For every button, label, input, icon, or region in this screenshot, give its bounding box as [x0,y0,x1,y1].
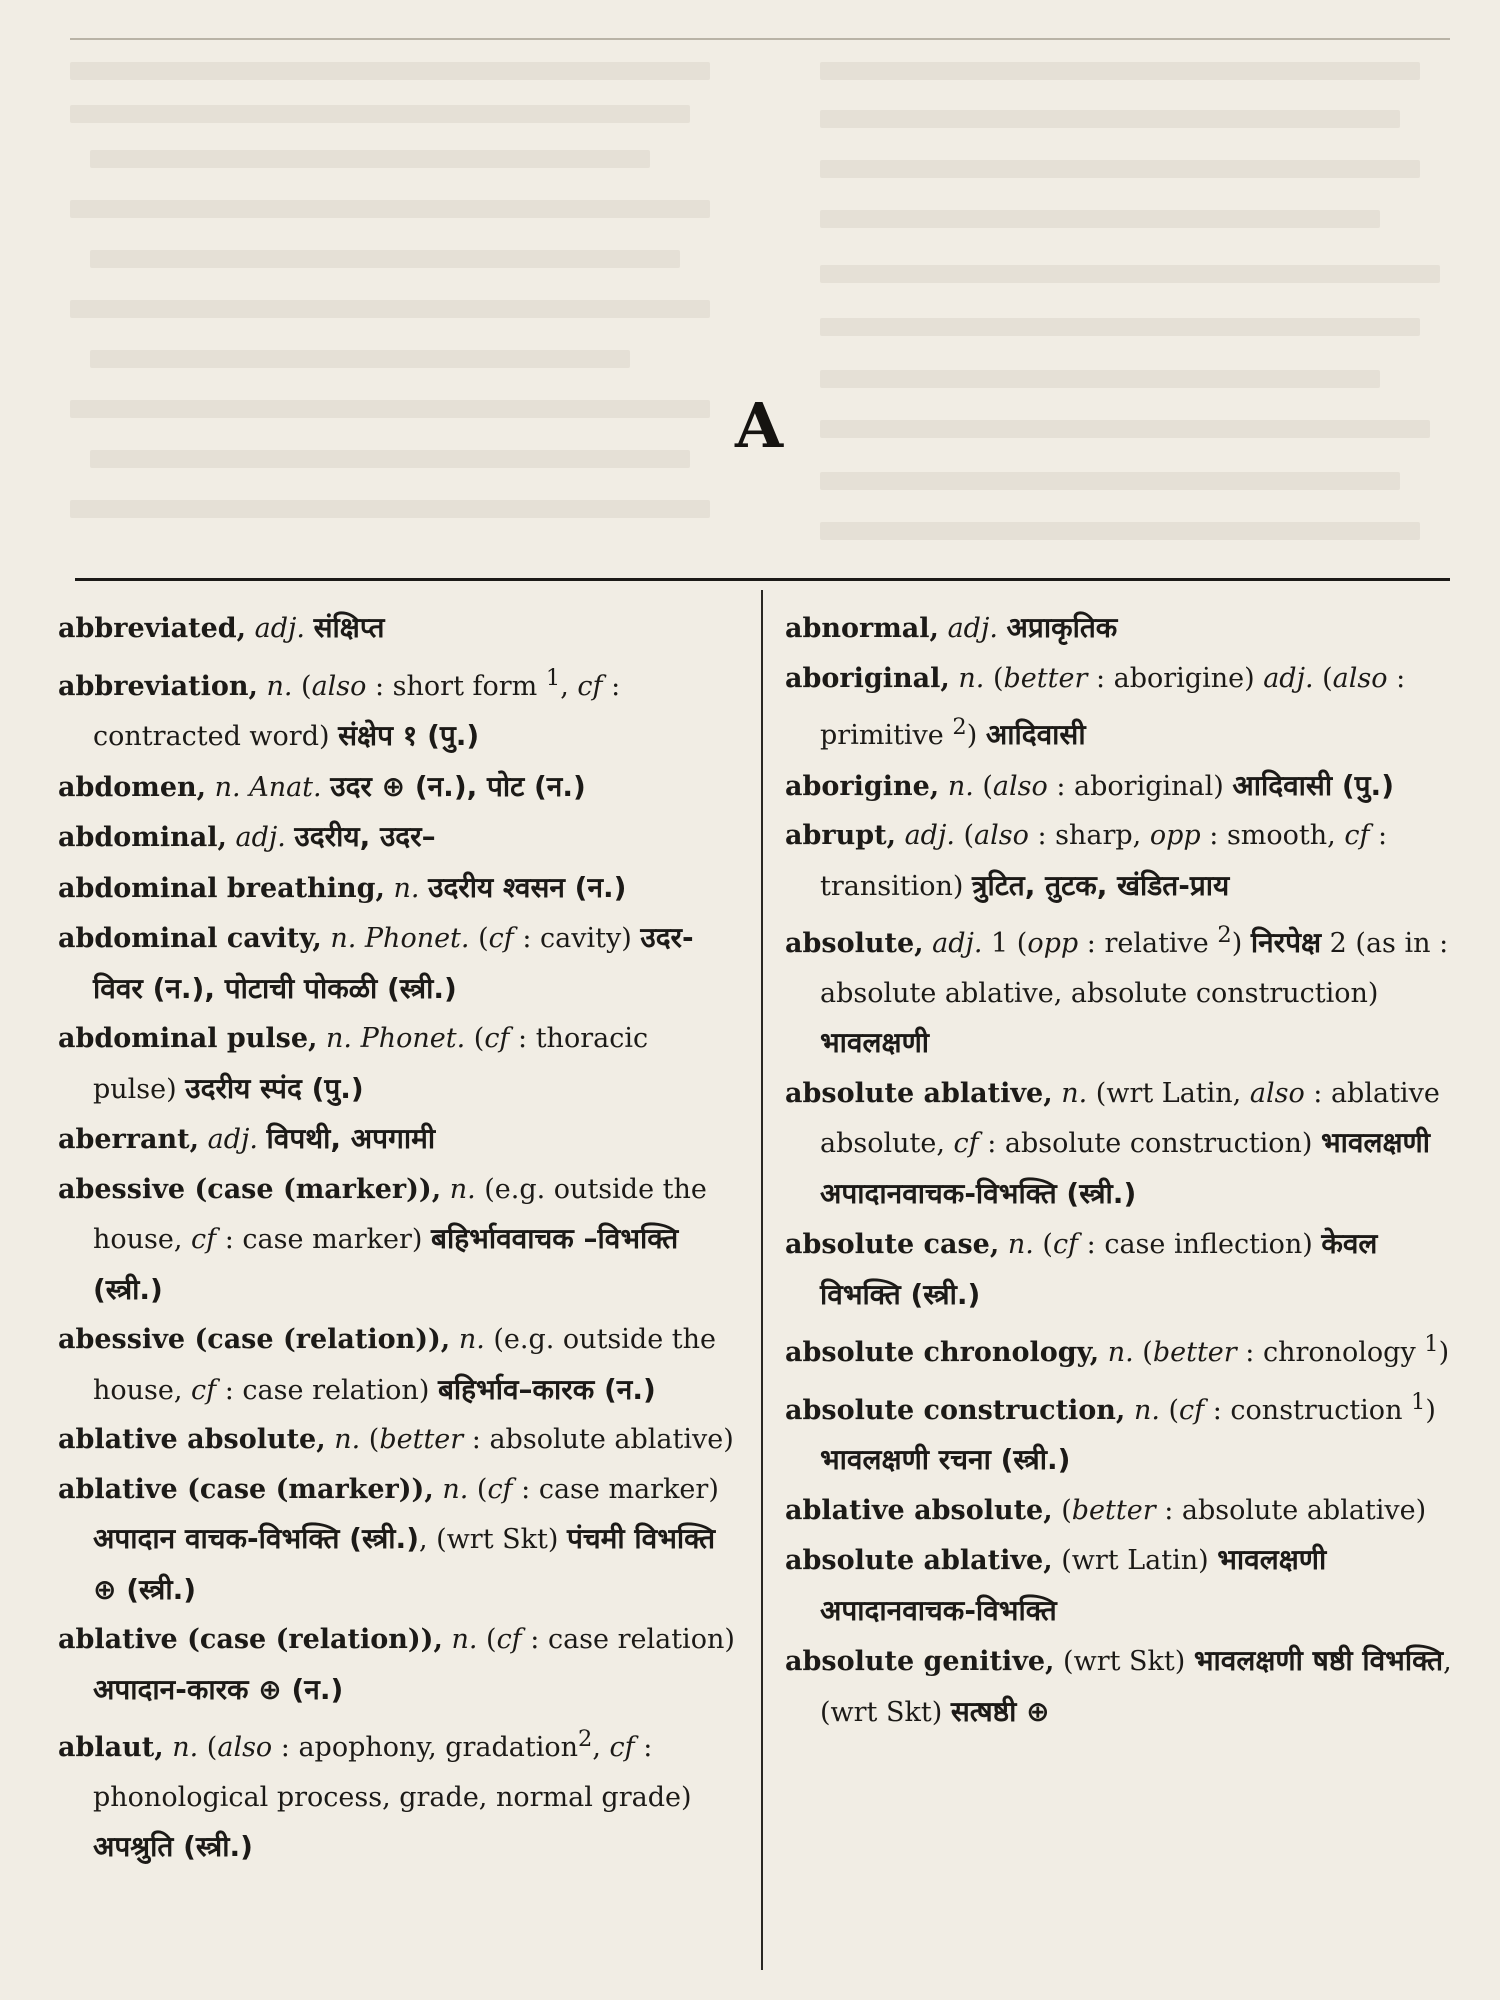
dictionary-entry: abdominal breathing, n. उदरीय श्वसन (न.) [58,870,627,904]
dictionary-entry: aberrant, adj. विपथी, अपगामी [58,1122,436,1155]
dictionary-entry: absolute ablative, n. (wrt Latin, also : ablative absolute, cf : absolute construction) भावलक्षणी अपादानवाचक-विभक्ति (स्त्री.) [785,1077,1440,1210]
dictionary-entry: absolute, adj. 1 (opp : relative $^2$) निरपेक्ष 2 (as in : absolute ablative, absolute construction) भावलक्षणी [785,922,1449,1059]
section-letter: A [735,389,784,462]
section-rule [75,578,1450,581]
dictionary-entry: abbreviation, n. (also : short form $^1$, cf : contracted word) संक्षेप १ (पु.) [58,664,621,752]
dictionary-entry: ablative absolute, (better : absolute ablative) [785,1494,1427,1526]
right-column [785,603,1455,1737]
dictionary-entry: abdomen, n. Anat. उदर ⊕ (न.), पोट (न.) [58,769,586,803]
dictionary-entry: abbreviated, adj. संक्षिप्त [58,611,385,644]
dictionary-entry: abdominal cavity, n. Phonet. (cf : cavity) उदर-विवर (न.), पोटाची पोकळी (स्त्री.) [58,921,694,1005]
dictionary-entry: abessive (case (relation)), n. (e.g. outside the house, cf : case relation) बहिर्भाव–कारक (न.) [58,1324,716,1406]
dictionary-entry: abrupt, adj. (also : sharp, opp : smooth, cf : transition) त्रुटित, तुटक, खंडित-प्राय [785,820,1388,902]
dictionary-entry: abessive (case (marker)), n. (e.g. outside the house, cf : case marker) बहिर्भाववाचक –विभक्ति (स्त्री.) [58,1173,707,1306]
dictionary-entry: absolute case, n. (cf : case inflection) केवल विभक्ति (स्त्री.) [785,1227,1378,1311]
dictionary-entry: abnormal, adj. अप्राकृतिक [785,611,1118,644]
dictionary-entry: ablative absolute, n. (better : absolute ablative) [58,1424,734,1455]
dictionary-entry: ablative (case (marker)), n. (cf : case marker) अपादान वाचक-विभक्ति (स्त्री.), (wrt Skt) पंचमी विभक्ति ⊕ (स्त्री.) [58,1473,719,1606]
dictionary-entry: ablaut, n. (also : apophony, gradation$^2$, cf : phonological process, grade, normal grade) अपश्रुति (स्त्री.) [58,1726,692,1863]
left-column [58,603,738,1873]
dictionary-entry: absolute chronology, n. (better : chronology $^1$) [785,1331,1450,1368]
dictionary-entry: aboriginal, n. (better : aborigine) adj. (also : primitive $^2$) आदिवासी [785,662,1406,751]
dictionary-entry: abdominal pulse, n. Phonet. (cf : thoracic pulse) उदरीय स्पंद (पु.) [58,1023,649,1105]
dictionary-entry: absolute genitive, (wrt Skt) भावलक्षणी षष्ठी विभक्ति, (wrt Skt) सत्षष्ठी ⊕ [785,1644,1452,1728]
show-through-text [0,0,1500,570]
dictionary-entry: ablative (case (relation)), n. (cf : case relation) अपादान-कारक ⊕ (न.) [58,1624,735,1706]
dictionary-entry: aborigine, n. (also : aboriginal) आदिवासी (पु.) [785,768,1394,802]
top-rule [70,38,1450,40]
dictionary-entry: absolute construction, n. (cf : construction $^1$) भावलक्षणी रचना (स्त्री.) [785,1388,1436,1476]
dictionary-entry: absolute ablative, (wrt Latin) भावलक्षणी अपादानवाचक-विभक्ति [785,1543,1327,1627]
column-divider [761,590,763,1970]
dictionary-entry: abdominal, adj. उदरीय, उदर– [58,820,436,853]
